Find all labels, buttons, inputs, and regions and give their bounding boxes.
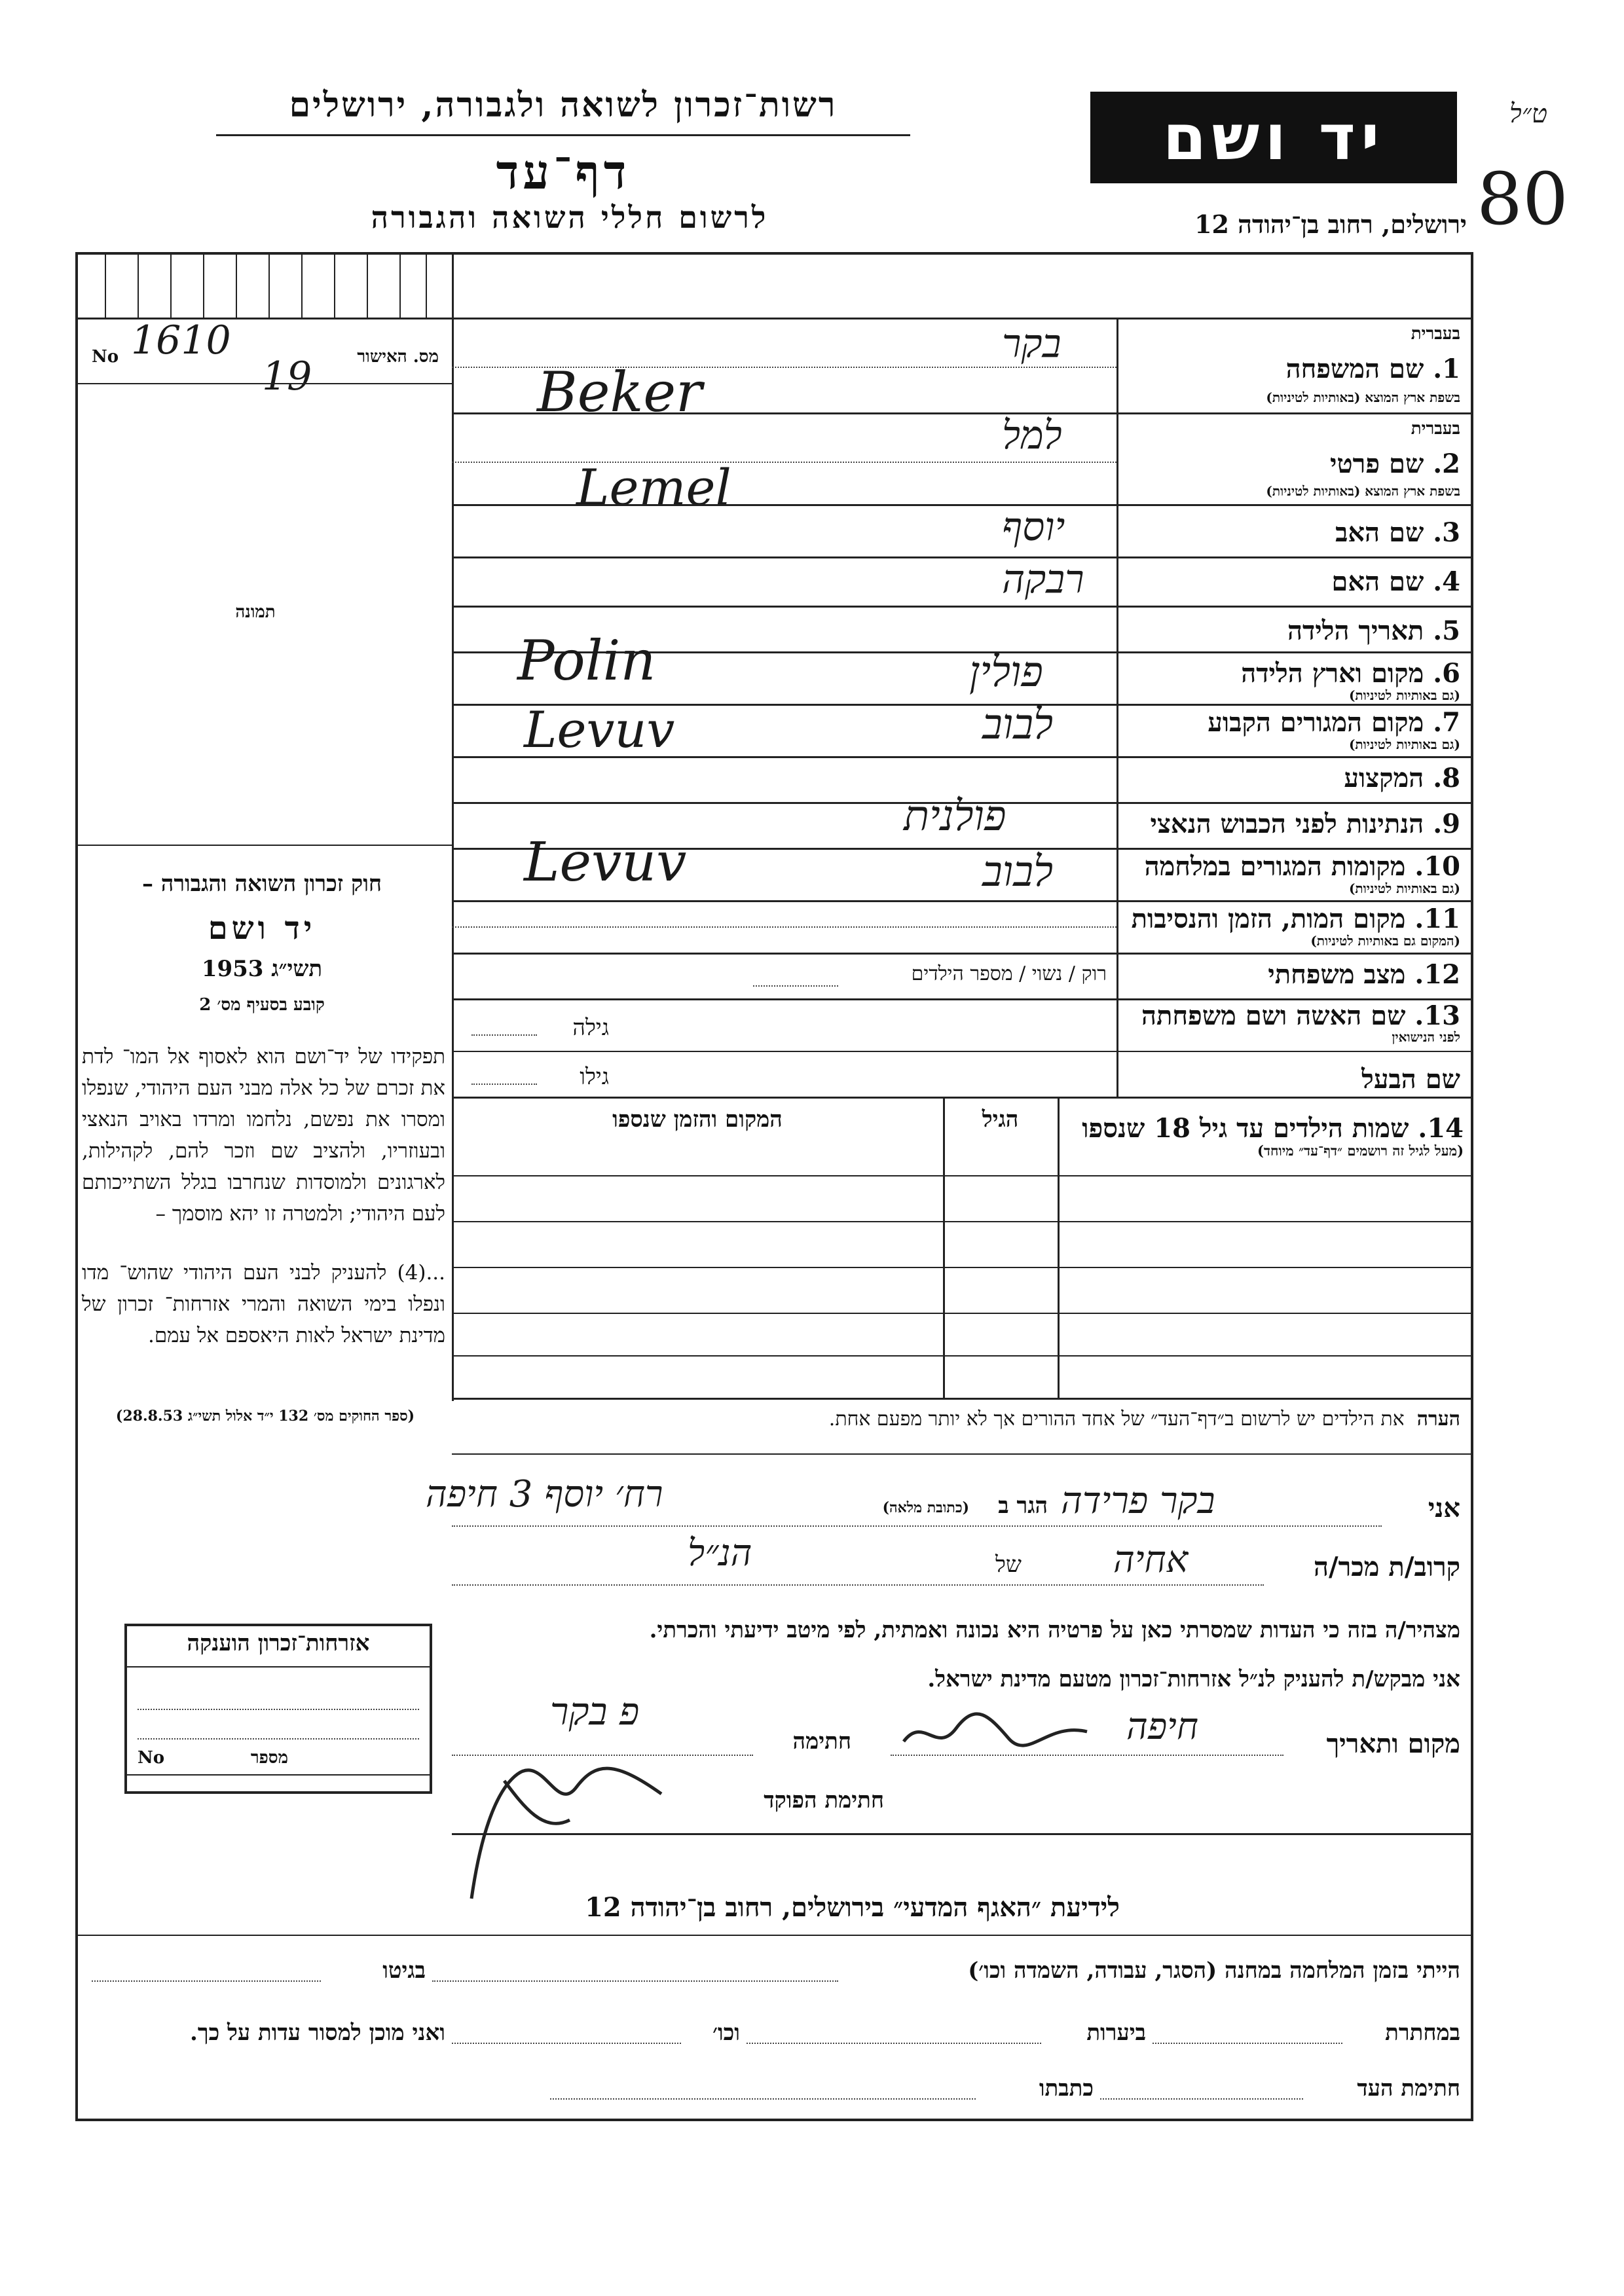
law-name: יד ושם: [208, 910, 316, 947]
field-8-num: 8.: [1433, 763, 1460, 793]
of-value[interactable]: הנ״ל: [688, 1532, 752, 1575]
field-7-num: 7.: [1433, 707, 1460, 738]
field-2-num: 2.: [1433, 448, 1460, 479]
field-12-num: 12.: [1414, 959, 1460, 990]
authority-underline: [216, 134, 910, 136]
field-6-label: מקום וארץ הלידה: [1241, 658, 1424, 689]
logo: [1090, 92, 1457, 183]
field-13-num: 13.: [1414, 1000, 1460, 1031]
footer-forests-label: ביערות: [1086, 2020, 1146, 2046]
field-10-latin-value[interactable]: Levuv: [524, 831, 687, 894]
field-9-value[interactable]: פולנית: [904, 792, 1006, 841]
field-1-latin-value[interactable]: Beker: [537, 360, 703, 424]
declarant-address-note: (כתובת מלאה): [882, 1499, 969, 1516]
corner-number: 80: [1477, 157, 1568, 241]
field-6-hebrew-value[interactable]: פולין: [969, 648, 1043, 697]
field-6-num: 6.: [1433, 658, 1460, 689]
field-10-num: 10.: [1414, 851, 1460, 882]
approval-no-label: No: [92, 347, 119, 367]
field-6-sub: (גם באותיות לטיניות): [1348, 687, 1460, 703]
approval-number-2: 19: [262, 354, 312, 399]
field-4-num: 4.: [1433, 566, 1460, 597]
citizenship-box-title: אזרחות־זכרון הוענקה: [187, 1630, 370, 1656]
citizenship-request: אני מבקש/ת להעניק לנ״ל אזרחות־זכרון מטעם מדינת ישראל.: [927, 1666, 1460, 1692]
approval-number: 1610: [131, 318, 231, 363]
field-2-sub: בשפת ארץ המוצא (באותיות לטיניות): [1266, 483, 1460, 499]
citizenship-box-number-label: מספר: [250, 1748, 288, 1768]
field-13-label: שם האשה ושם משפחתה: [1141, 1000, 1406, 1031]
declarant-address[interactable]: רח׳ יוסף 3 חיפה: [426, 1473, 663, 1516]
place-date-label: מקום ותאריך: [1326, 1728, 1460, 1759]
signature-value[interactable]: פ בקר: [550, 1689, 640, 1734]
officer-signature-scribble: [445, 1735, 707, 1905]
field-14-sub: (מעל לגיל זה רושמים ״דף־עד״ מיוחד): [1257, 1142, 1464, 1159]
law-title: חוק זכרון השואה והגבורה –: [141, 871, 382, 897]
field-10-label: מקומות המגורים במלחמה: [1144, 851, 1406, 882]
law-clause: קובע בסעיף מס׳ 2: [199, 995, 325, 1015]
declarant-residing-label: הגר ב: [998, 1493, 1048, 1519]
relative-label: קרוב/ת מכר/ה: [1313, 1552, 1460, 1582]
declaration-statement: מצהיר/ה בזה כי העדות שמסרתי כאן על פרטיה היא נכונה ואמתית, לפי מיטב ידיעתי והכרתי.: [649, 1617, 1460, 1643]
field-5-num: 5.: [1433, 615, 1460, 646]
field-1-sub: בשפת ארץ המוצא (באותיות לטיניות): [1266, 390, 1460, 405]
witness-signature-label: חתימת העד: [1357, 2075, 1460, 2102]
law-paragraph-1: תפקידו של יד־ושם הוא לאסוף אל המו־ לדת את זכרם של כל אלה מבני העם היהודי, שנפלו ומסרו את נפשם, נלחמו ומרדו באויב הנאצי ובעוזריו, ולהציב שם וזכר להם, לקהילות, לארגונים ולמוסדות שנחרבו בגלל השתייכותם לעם היהודי; ולמטרה זו יהא מוסמך –: [82, 1045, 445, 1226]
logo-text: יד ושם: [1162, 101, 1385, 174]
form-subtitle: לרשום חללי השואה והגבורה: [371, 200, 769, 235]
field-14-num: 14.: [1418, 1113, 1464, 1144]
field-7-hebrew-value[interactable]: לבוב: [982, 701, 1053, 749]
place-date-scribble: [897, 1702, 1094, 1761]
footer-testify-label: ואני מוכן למסור עדות על כך.: [190, 2020, 445, 2046]
field-10-hebrew-value[interactable]: לבוב: [982, 848, 1053, 896]
footer-underground-label: במחתרת: [1385, 2020, 1460, 2046]
field-12-label: מצב משפחתי: [1268, 959, 1406, 990]
field-5-label: תאריך הלידה: [1287, 615, 1424, 646]
authority-title: רשות־זכרון לשואה ולגבורה, ירושלים: [289, 85, 838, 125]
note-text: את הילדים יש לרשום ב״דף־העד״ של אחד ההורים אך לא יותר מפעם אחת.: [828, 1408, 1405, 1430]
note-label: הערה: [1416, 1408, 1460, 1430]
field-1-hebrew-tag: בעברית: [1411, 324, 1460, 344]
approval-label: מס. האישור: [357, 347, 439, 367]
field-9-label: הנתינות לפני הכבוש הנאצי: [1150, 809, 1424, 839]
address: ירושלים, רחוב בן־יהודה 12: [1194, 210, 1467, 239]
field-10-sub: (גם באותיות לטיניות): [1348, 881, 1460, 896]
field-2-latin-value[interactable]: Lemel: [576, 458, 731, 517]
witness-address-label: כתבתו: [1039, 2075, 1094, 2102]
field-2-hebrew-tag: בעברית: [1411, 419, 1460, 439]
family-status-options[interactable]: רוק / נשוי / מספר הילדים: [911, 962, 1107, 985]
place-date-value[interactable]: חיפה: [1126, 1705, 1198, 1748]
law-source: (ספר החוקים מס׳ 132 י״ד אלול תשי״ג 28.8.53): [115, 1408, 415, 1425]
husband-age-label: גילו: [580, 1064, 609, 1090]
photo-label: תמונה: [235, 602, 276, 622]
field-8-label: המקצוע: [1344, 763, 1424, 793]
officer-signature-label: חתימת הפוקד: [764, 1787, 884, 1813]
footer-notice: לידיעת ״האגף המדעי״ בירושלים, רחוב בן־יהודה 12: [585, 1892, 1120, 1923]
field-14-label: שמות הילדים עד גיל 18 שנספו: [1082, 1113, 1409, 1144]
field-4-value[interactable]: רבקה: [1002, 556, 1084, 602]
field-3-value[interactable]: יוסף: [1002, 504, 1065, 550]
declarant-name[interactable]: בקר פרידה: [1061, 1480, 1215, 1522]
field-1-label: שם המשפחה: [1285, 354, 1424, 384]
wife-age-label: גילה: [572, 1015, 609, 1041]
field-11-sub: (המקום גם באותיות לטיניות): [1310, 933, 1460, 949]
field-7-label: מקום המגורים הקבוע: [1208, 707, 1424, 738]
field-2-hebrew-value[interactable]: למל: [1002, 412, 1062, 458]
field-11-num: 11.: [1414, 903, 1460, 934]
field-9-num: 9.: [1433, 809, 1460, 839]
footer-ghetto-label: בגיטו: [382, 1958, 426, 1984]
corner-mark: ט״ל: [1509, 99, 1548, 129]
declarant-i-label: אני: [1428, 1493, 1460, 1523]
citizenship-box-no-label: No: [138, 1748, 165, 1768]
field-11-label: מקום המות, הזמן והנסיבות: [1131, 903, 1406, 934]
footer-etc-label: וכו׳: [712, 2020, 740, 2046]
form-title: דף־עד: [496, 144, 631, 200]
field-13-sub: לפני הנישואין: [1392, 1029, 1460, 1045]
law-year: תשי״ג 1953: [201, 956, 323, 982]
law-paragraph-2: ...(4) להעניק לבני העם היהודי שהוש־ מדו ונפלו בימי השואה והמרי אזרחות־ זכרון של מדינת ישראל לאות היאספם אל עמם.: [82, 1261, 445, 1347]
field-3-num: 3.: [1433, 517, 1460, 548]
children-col-age: הגיל: [982, 1106, 1019, 1133]
field-7-sub: (גם באותיות לטיניות): [1348, 737, 1460, 752]
field-6-latin-value[interactable]: Polin: [517, 629, 656, 693]
field-1-hebrew-value[interactable]: בקר: [1002, 321, 1061, 367]
field-1-num: 1.: [1433, 354, 1460, 384]
field-2-label: שם פרטי: [1330, 448, 1424, 479]
field-3-label: שם האב: [1335, 517, 1424, 548]
children-col-place: המקום והזמן שנספו: [612, 1106, 783, 1133]
relation-value[interactable]: אחיה: [1113, 1539, 1189, 1581]
of-label: של: [995, 1552, 1022, 1578]
field-7-latin-value[interactable]: Levuv: [524, 701, 675, 759]
signature-label: חתימה: [792, 1728, 851, 1755]
husband-label: שם הבעל: [1361, 1064, 1460, 1095]
footer-camp-label: הייתי בזמן המלחמה במחנה (הסגר, עבודה, השמדה וכו׳): [968, 1958, 1460, 1984]
field-4-label: שם האם: [1331, 566, 1424, 597]
